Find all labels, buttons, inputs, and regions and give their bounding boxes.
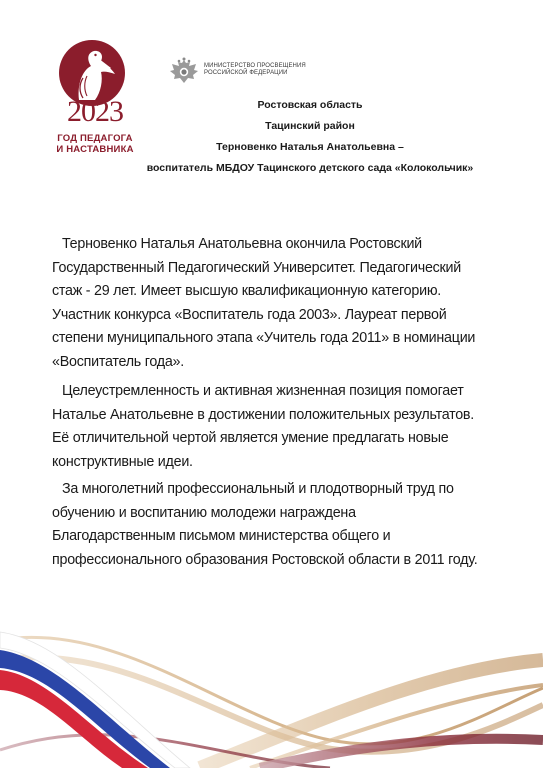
ministry-line1: МИНИСТЕРСТВО ПРОСВЕЩЕНИЯ <box>204 63 306 69</box>
paragraph-education <box>52 233 502 374</box>
text-line: Терновенко Наталья Анатольевна окончила Ростовский <box>62 236 422 252</box>
text-line: За многолетний профессиональный и плодотворный труд по <box>62 481 454 497</box>
text-line: Целеустремленность и активная жизненная позиция помогает <box>62 383 464 399</box>
text-line: конструктивные идеи. <box>52 453 193 470</box>
paragraph-qualities <box>52 380 502 474</box>
document-header <box>120 95 500 179</box>
paragraph-awards <box>52 478 502 572</box>
text-line: Её отличительной чертой является умение предлагать новые <box>52 430 449 446</box>
header-district: Тацинский район <box>265 120 355 132</box>
text-line: Наталье Анатольевне в достижении положительных результатов. <box>52 406 475 423</box>
logo-year: 2023 <box>67 95 123 128</box>
logo-caption-line1: ГОД ПЕДАГОГА <box>57 133 133 144</box>
ministry-text <box>204 63 306 77</box>
header-position: воспитатель МБДОУ Тацинского детского сада «Колокольчик» <box>146 162 474 174</box>
text-line: степени муниципального этапа «Учитель года 2011» в номинации <box>52 330 476 346</box>
text-line: «Воспитатель года». <box>52 353 184 370</box>
document-body <box>52 233 502 572</box>
text-line: обучению и воспитанию молодежи награждена <box>52 504 356 521</box>
header-region: Ростовская область <box>257 99 363 111</box>
text-line: Участник конкурса «Воспитатель года 2003». Лауреат первой <box>52 306 447 323</box>
text-line: профессионального образования Ростовской области в 2011 году. <box>52 551 478 568</box>
text-line: Благодарственным письмом министерства общего и <box>52 528 391 544</box>
text-line: стаж - 29 лет. Имеет высшую квалификационную категорию. <box>52 283 442 299</box>
logo-caption-line2: И НАСТАВНИКА <box>56 144 134 155</box>
flag-ribbon-decoration <box>0 600 543 768</box>
text-line: Государственный Педагогический Университет. Педагогический <box>52 259 462 276</box>
ministry-line2: РОССИЙСКОЙ ФЕДЕРАЦИИ <box>204 70 288 76</box>
header-name: Терновенко Наталья Анатольевна – <box>216 141 404 153</box>
coat-of-arms-emblem-icon <box>167 57 201 85</box>
